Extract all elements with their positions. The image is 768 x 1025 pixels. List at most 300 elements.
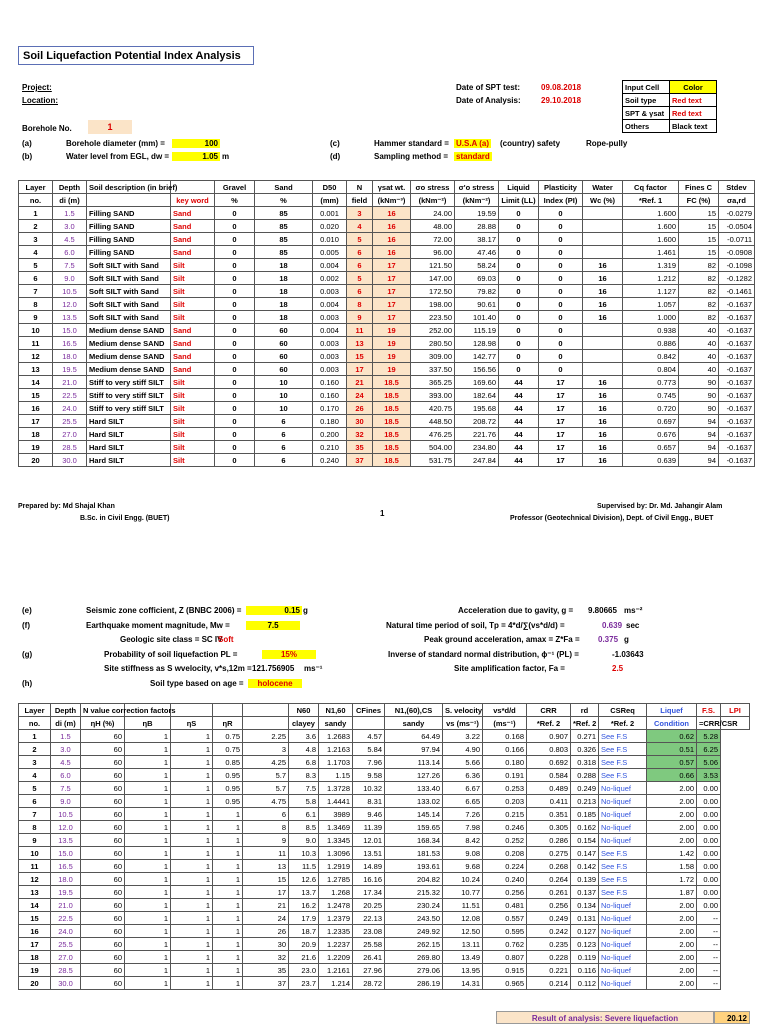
table-cell: -- [697, 925, 721, 938]
legend-key: Input Cell [623, 81, 670, 94]
table-cell[interactable]: 16 [583, 389, 623, 402]
table-cell[interactable]: 0 [215, 285, 255, 298]
probability-liquefaction-input[interactable]: 15% [262, 650, 316, 659]
table-cell[interactable]: 60 [255, 337, 313, 350]
table-cell[interactable]: 0 [215, 259, 255, 272]
table-cell[interactable] [583, 246, 623, 259]
table-cell: 14.31 [443, 977, 483, 990]
column-header: Depth [51, 704, 81, 717]
table-cell[interactable]: Medium dense SAND [87, 337, 171, 350]
table-cell[interactable]: 16 [583, 415, 623, 428]
borehole-diameter-input[interactable]: 100 [172, 139, 220, 148]
table-cell[interactable]: 6 [255, 454, 313, 467]
table-cell[interactable]: 6 [347, 246, 373, 259]
table-cell[interactable]: 44 [499, 402, 539, 415]
table-cell[interactable]: 85 [255, 220, 313, 233]
table-cell: 4.25 [243, 756, 289, 769]
table-cell[interactable]: Silt [171, 376, 215, 389]
table-cell[interactable]: 6 [255, 415, 313, 428]
table-cell[interactable]: 10 [255, 402, 313, 415]
table-cell[interactable]: 0 [499, 246, 539, 259]
table-cell[interactable]: 19 [373, 324, 411, 337]
table-cell[interactable]: Silt [171, 441, 215, 454]
table-cell[interactable]: 0 [215, 298, 255, 311]
borehole-no[interactable]: 1 [88, 120, 132, 134]
column-header: Condition [647, 717, 697, 730]
table-cell: 1.3728 [319, 782, 353, 795]
table-cell[interactable]: 16 [583, 454, 623, 467]
table-cell[interactable]: 13 [347, 337, 373, 350]
table-cell[interactable]: 9 [347, 311, 373, 324]
table-cell: 1.58 [647, 860, 697, 873]
table-cell[interactable]: Silt [171, 389, 215, 402]
table-cell[interactable]: Stiff to very stiff SILT [87, 389, 171, 402]
table-cell[interactable]: 17 [373, 298, 411, 311]
table-cell[interactable]: 16 [583, 441, 623, 454]
table-cell: 90.61 [455, 298, 499, 311]
table-cell[interactable]: 18.5 [373, 389, 411, 402]
table-cell[interactable]: 16 [583, 402, 623, 415]
table-cell[interactable]: 0 [215, 376, 255, 389]
table-cell[interactable]: 19 [373, 350, 411, 363]
column-header: (ms⁻¹) [483, 717, 527, 730]
table-cell[interactable]: 0 [215, 415, 255, 428]
table-cell[interactable]: Sand [171, 246, 215, 259]
table-cell[interactable]: 0 [539, 285, 583, 298]
table-cell: 0.253 [483, 782, 527, 795]
sampling-method-input[interactable]: standard [456, 152, 490, 161]
table-cell[interactable]: 0 [215, 428, 255, 441]
table-cell[interactable]: 0 [539, 220, 583, 233]
legend-key: SPT & γsat [623, 107, 670, 120]
table-cell: No-liquef [599, 808, 647, 821]
table-cell: 6.67 [443, 782, 483, 795]
table-cell: -0.1637 [719, 311, 755, 324]
table-cell: 0.95 [213, 769, 243, 782]
table-cell: 133.02 [385, 795, 443, 808]
seismic-zone-input[interactable]: 0.15 [246, 606, 302, 615]
table-cell[interactable]: 0 [539, 246, 583, 259]
table-cell[interactable]: Hard SILT [87, 415, 171, 428]
moment-magnitude-input[interactable]: 7.5 [246, 621, 300, 630]
table-cell[interactable]: 17 [539, 415, 583, 428]
table-cell[interactable]: 4 [347, 220, 373, 233]
table-cell: 1.2209 [319, 951, 353, 964]
table-cell[interactable]: Soft SILT with Sand [87, 259, 171, 272]
table-cell[interactable]: 16 [583, 298, 623, 311]
table-cell: 3.6 [289, 730, 319, 743]
table-cell[interactable]: 5 [347, 272, 373, 285]
table-cell[interactable]: 0.200 [313, 428, 347, 441]
legend-value: Black text [670, 120, 717, 133]
pga-unit: g [624, 635, 629, 644]
table-cell[interactable]: 0 [539, 337, 583, 350]
legend-value: Color [670, 81, 717, 94]
table-cell[interactable]: 19 [373, 337, 411, 350]
table-cell[interactable]: 0 [499, 311, 539, 324]
table-cell[interactable]: 26 [347, 402, 373, 415]
table-cell[interactable]: 0 [499, 363, 539, 376]
table-cell[interactable]: 15 [347, 350, 373, 363]
table-cell[interactable]: 0.170 [313, 402, 347, 415]
table-cell[interactable]: 0 [499, 207, 539, 220]
table-cell: 0.965 [483, 977, 527, 990]
table-cell[interactable]: Soft SILT with Sand [87, 311, 171, 324]
table-cell[interactable]: Soft SILT with Sand [87, 272, 171, 285]
prepared-degree: B.Sc. in Civil Engg. (BUET) [80, 515, 170, 522]
table-cell[interactable]: 0 [539, 363, 583, 376]
table-cell[interactable]: 60 [255, 363, 313, 376]
table-cell[interactable] [583, 233, 623, 246]
legend-value: Red text [670, 107, 717, 120]
table-cell: 60 [81, 977, 125, 990]
table-cell: 0.131 [571, 912, 599, 925]
table-cell: 1.127 [623, 285, 679, 298]
table-cell[interactable]: 35 [347, 441, 373, 454]
table-cell: 0.249 [571, 782, 599, 795]
table-cell[interactable]: Sand [171, 337, 215, 350]
table-cell[interactable]: Hard SILT [87, 454, 171, 467]
table-cell[interactable]: Sand [171, 324, 215, 337]
table-cell[interactable]: 0 [499, 298, 539, 311]
table-cell: 6.8 [289, 756, 319, 769]
table-cell[interactable]: 0.210 [313, 441, 347, 454]
table-cell[interactable]: 0.180 [313, 415, 347, 428]
liquefaction-analysis-table [18, 703, 750, 990]
water-level-unit: m [222, 152, 230, 161]
table-cell[interactable]: 0 [539, 207, 583, 220]
table-cell[interactable]: 0 [499, 337, 539, 350]
table-cell: 1.214 [319, 977, 353, 990]
table-cell: 32 [243, 951, 289, 964]
table-cell[interactable]: 6 [255, 441, 313, 454]
table-cell[interactable]: Silt [171, 428, 215, 441]
table-cell[interactable]: 85 [255, 233, 313, 246]
table-cell[interactable]: 32 [347, 428, 373, 441]
table-cell: 0.557 [483, 912, 527, 925]
table-cell[interactable]: Medium dense SAND [87, 363, 171, 376]
table-cell[interactable]: 18.5 [373, 454, 411, 467]
table-cell[interactable]: 44 [499, 441, 539, 454]
table-cell: 1.268 [319, 886, 353, 899]
table-cell[interactable]: Silt [171, 259, 215, 272]
table-cell[interactable]: 85 [255, 207, 313, 220]
table-cell: 0.246 [483, 821, 527, 834]
table-cell[interactable]: 5 [347, 233, 373, 246]
table-cell: 28.88 [455, 220, 499, 233]
table-cell[interactable]: Sand [171, 220, 215, 233]
table-cell[interactable]: 30 [347, 415, 373, 428]
table-cell[interactable]: 17 [373, 285, 411, 298]
table-cell[interactable]: 0 [215, 324, 255, 337]
table-cell[interactable]: 0 [539, 259, 583, 272]
table-cell: -0.0908 [719, 246, 755, 259]
table-cell[interactable]: 16 [373, 220, 411, 233]
table-cell: 5 [19, 259, 53, 272]
table-cell[interactable]: Soft SILT with Sand [87, 298, 171, 311]
column-header: N1,60 [319, 704, 353, 717]
table-cell[interactable]: Silt [171, 415, 215, 428]
table-cell: 1.2163 [319, 743, 353, 756]
table-cell: 5.66 [443, 756, 483, 769]
site-stiffness-unit: ms⁻¹ [304, 664, 323, 673]
table-cell[interactable]: Filling SAND [87, 233, 171, 246]
table-cell[interactable] [583, 207, 623, 220]
table-cell[interactable]: 0 [499, 324, 539, 337]
table-cell[interactable]: 44 [499, 428, 539, 441]
table-cell[interactable]: 19 [373, 363, 411, 376]
table-cell[interactable]: 60 [255, 324, 313, 337]
table-cell[interactable]: 18.5 [373, 428, 411, 441]
table-cell[interactable]: 16 [583, 285, 623, 298]
table-cell[interactable]: Silt [171, 454, 215, 467]
hammer-standard-input[interactable]: U.S.A (a) [456, 139, 490, 148]
table-cell: 9.68 [443, 860, 483, 873]
table-cell[interactable]: 0.004 [313, 298, 347, 311]
table-cell[interactable]: 17 [539, 376, 583, 389]
table-cell[interactable]: 0 [539, 272, 583, 285]
table-cell[interactable] [583, 324, 623, 337]
table-cell[interactable]: 16 [583, 259, 623, 272]
table-cell[interactable] [583, 363, 623, 376]
table-cell[interactable]: Medium dense SAND [87, 350, 171, 363]
table-cell: 2.00 [647, 808, 697, 821]
table-cell[interactable]: 17 [373, 311, 411, 324]
table-cell[interactable] [583, 350, 623, 363]
table-cell[interactable]: 16 [583, 272, 623, 285]
table-cell[interactable]: 16 [373, 233, 411, 246]
table-cell[interactable]: 0 [499, 272, 539, 285]
table-cell[interactable]: 0 [499, 350, 539, 363]
table-cell[interactable]: 10 [255, 376, 313, 389]
table-cell[interactable]: Soft SILT with Sand [87, 285, 171, 298]
table-cell[interactable]: 17 [539, 454, 583, 467]
table-cell: 0.773 [623, 376, 679, 389]
table-cell[interactable]: 24 [347, 389, 373, 402]
column-header: (kNm⁻²) [411, 194, 455, 207]
table-cell[interactable]: 17 [539, 428, 583, 441]
table-cell[interactable]: Silt [171, 298, 215, 311]
table-cell[interactable]: Medium dense SAND [87, 324, 171, 337]
table-cell: 0.252 [483, 834, 527, 847]
table-cell[interactable]: Stiff to very stiff SILT [87, 402, 171, 415]
table-cell: 11.5 [289, 860, 319, 873]
table-cell[interactable]: Sand [171, 350, 215, 363]
table-cell[interactable]: 17 [373, 259, 411, 272]
table-cell[interactable]: 0 [215, 441, 255, 454]
table-cell: 12.08 [443, 912, 483, 925]
table-cell[interactable]: Sand [171, 363, 215, 376]
table-cell[interactable]: 3 [347, 207, 373, 220]
table-cell[interactable]: 0 [215, 389, 255, 402]
table-cell[interactable]: 8 [347, 298, 373, 311]
table-cell[interactable]: 0.003 [313, 337, 347, 350]
table-cell: 5.28 [697, 730, 721, 743]
table-cell[interactable]: 18.5 [373, 376, 411, 389]
table-cell: 9 [19, 834, 51, 847]
table-cell: 90 [679, 389, 719, 402]
table-cell[interactable]: 0 [499, 259, 539, 272]
table-cell: 12.01 [353, 834, 385, 847]
table-cell[interactable]: 6 [255, 428, 313, 441]
table-cell: 60 [81, 873, 125, 886]
table-cell[interactable]: 0.003 [313, 363, 347, 376]
table-cell: 121.50 [411, 259, 455, 272]
table-cell[interactable]: 21 [347, 376, 373, 389]
table-cell[interactable] [583, 337, 623, 350]
item-f-label: (f) [22, 621, 30, 630]
table-cell[interactable]: 0.004 [313, 324, 347, 337]
table-cell[interactable]: 0 [539, 324, 583, 337]
table-cell[interactable]: 0 [215, 207, 255, 220]
table-cell: 1.3469 [319, 821, 353, 834]
table-cell[interactable]: 0 [215, 220, 255, 233]
table-cell[interactable]: 17 [373, 272, 411, 285]
table-cell[interactable]: 0 [215, 311, 255, 324]
table-cell[interactable]: Stiff to very stiff SILT [87, 376, 171, 389]
table-cell[interactable]: Hard SILT [87, 441, 171, 454]
table-cell[interactable]: 16 [373, 207, 411, 220]
table-cell[interactable]: Silt [171, 402, 215, 415]
table-cell[interactable]: 0.020 [313, 220, 347, 233]
table-cell[interactable]: 0.005 [313, 246, 347, 259]
table-cell[interactable]: 0 [215, 246, 255, 259]
table-cell[interactable]: 37 [347, 454, 373, 467]
table-cell[interactable]: 16 [583, 428, 623, 441]
table-cell[interactable]: 0.240 [313, 454, 347, 467]
table-cell[interactable]: 44 [499, 376, 539, 389]
table-cell[interactable]: 0 [215, 454, 255, 467]
table-cell: 7.26 [443, 808, 483, 821]
table-cell[interactable]: 0.004 [313, 259, 347, 272]
table-cell: 9.0 [53, 272, 87, 285]
table-cell: 2 [19, 220, 53, 233]
table-cell[interactable]: 6 [347, 259, 373, 272]
table-cell[interactable]: 0 [215, 233, 255, 246]
table-cell[interactable]: 16 [583, 376, 623, 389]
table-cell[interactable]: 0 [539, 298, 583, 311]
soil-age-input[interactable]: holocene [248, 679, 302, 688]
table-cell[interactable]: 0.160 [313, 389, 347, 402]
page-title: Soil Liquefaction Potential Index Analysis [18, 46, 254, 65]
table-cell[interactable]: Filling SAND [87, 246, 171, 259]
table-cell: 10.5 [51, 808, 81, 821]
table-cell: 3.0 [51, 743, 81, 756]
table-cell: 0.351 [527, 808, 571, 821]
table-cell[interactable]: 0 [215, 272, 255, 285]
table-cell: 9.08 [443, 847, 483, 860]
table-cell[interactable] [583, 220, 623, 233]
table-cell: 0.215 [483, 808, 527, 821]
column-header: Sand [255, 181, 313, 194]
table-cell[interactable]: 18.5 [373, 402, 411, 415]
table-cell[interactable]: 18 [255, 272, 313, 285]
column-header: ηB [125, 717, 171, 730]
table-cell[interactable]: 18 [255, 298, 313, 311]
table-cell: 1 [125, 730, 171, 743]
table-cell: 128.98 [455, 337, 499, 350]
table-cell[interactable]: Filling SAND [87, 220, 171, 233]
table-cell: 0.268 [527, 860, 571, 873]
table-cell[interactable]: 60 [255, 350, 313, 363]
table-cell: No-liquef [599, 938, 647, 951]
table-cell[interactable]: 6 [347, 285, 373, 298]
table-cell[interactable]: 0 [539, 233, 583, 246]
table-cell[interactable]: 44 [499, 415, 539, 428]
table-cell[interactable]: 0 [539, 311, 583, 324]
table-cell[interactable]: Silt [171, 272, 215, 285]
table-cell[interactable]: 0 [499, 220, 539, 233]
supervised-title: Professor (Geotechnical Division), Dept. of Civil Engg., BUET [510, 515, 714, 522]
table-cell[interactable]: 0.010 [313, 233, 347, 246]
table-cell[interactable]: 16 [373, 246, 411, 259]
table-cell[interactable]: 0.003 [313, 311, 347, 324]
table-cell[interactable]: 0 [215, 402, 255, 415]
table-cell[interactable]: 0 [499, 285, 539, 298]
table-cell: 0.907 [527, 730, 571, 743]
table-cell[interactable]: 85 [255, 246, 313, 259]
table-cell[interactable]: 17 [539, 389, 583, 402]
table-cell: 1 [213, 977, 243, 990]
table-cell[interactable]: 18.5 [373, 441, 411, 454]
table-cell[interactable]: 18.5 [373, 415, 411, 428]
table-cell[interactable]: 0.160 [313, 376, 347, 389]
table-cell[interactable]: 17 [539, 441, 583, 454]
table-cell: 3 [19, 756, 51, 769]
table-cell[interactable]: Hard SILT [87, 428, 171, 441]
table-cell: 113.14 [385, 756, 443, 769]
table-cell[interactable]: 0 [215, 350, 255, 363]
table-cell[interactable]: 18 [255, 259, 313, 272]
table-cell[interactable]: 0 [539, 350, 583, 363]
table-cell[interactable]: Silt [171, 311, 215, 324]
table-cell[interactable]: 0.002 [313, 272, 347, 285]
table-cell: 0.249 [527, 912, 571, 925]
table-row [19, 324, 755, 337]
table-cell[interactable]: 18 [255, 311, 313, 324]
table-cell[interactable]: 10 [255, 389, 313, 402]
table-cell[interactable]: 44 [499, 454, 539, 467]
table-cell[interactable]: 17 [347, 363, 373, 376]
table-cell[interactable]: 18 [255, 285, 313, 298]
table-cell: 0.95 [213, 795, 243, 808]
column-header: Plasticity [539, 181, 583, 194]
table-cell[interactable]: Silt [171, 285, 215, 298]
table-cell[interactable]: 0.003 [313, 285, 347, 298]
table-cell[interactable]: 0.001 [313, 207, 347, 220]
table-cell: 17 [19, 415, 53, 428]
table-cell: 0.66 [647, 769, 697, 782]
table-cell[interactable]: 0.003 [313, 350, 347, 363]
table-cell: 0.261 [527, 886, 571, 899]
table-cell[interactable]: Sand [171, 233, 215, 246]
table-cell[interactable]: 16 [583, 311, 623, 324]
column-header: Liquef [647, 704, 697, 717]
table-cell: -0.1637 [719, 389, 755, 402]
table-cell[interactable]: Sand [171, 207, 215, 220]
table-cell[interactable]: 0 [499, 233, 539, 246]
table-cell: No-liquef [599, 977, 647, 990]
table-cell[interactable]: Filling SAND [87, 207, 171, 220]
water-level-input[interactable]: 1.05 [172, 152, 220, 161]
table-cell[interactable]: 11 [347, 324, 373, 337]
table-cell[interactable]: 0 [215, 363, 255, 376]
table-cell: 2.00 [647, 782, 697, 795]
gravity-value: 9.80665 [588, 606, 617, 615]
table-cell[interactable]: 17 [539, 402, 583, 415]
table-cell[interactable]: 0 [215, 337, 255, 350]
table-cell[interactable]: 44 [499, 389, 539, 402]
